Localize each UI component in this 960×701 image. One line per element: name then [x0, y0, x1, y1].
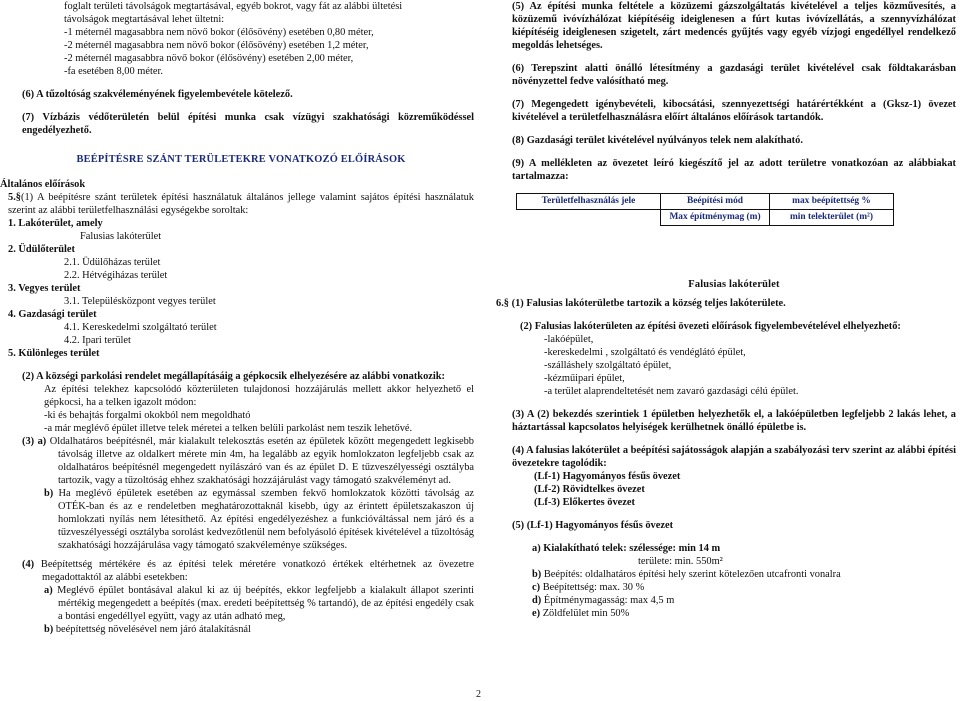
- zone-lf1-title: (5) (Lf-1) Hagyományos fésűs övezet: [512, 520, 674, 531]
- zone-code-table: [516, 193, 894, 226]
- paragraph-2-body: Az építési telekhez kapcsolódó közterületen tulajdonosi hozzájárulás mellett akkor helyezhető el gépkocsi, ha a telken igazolt módon:: [44, 384, 474, 408]
- paragraph-2-lead: (2) A községi parkolási rendelet megállapításáig a gépkocsik elhelyezésére az alábbi vonatkozik:: [22, 371, 446, 382]
- list-item: -kereskedelmi , szolgáltató és vendéglátó épület,: [544, 347, 746, 358]
- left-column: [0, 0, 474, 636]
- intro-line: -2 méternél magasabbra nem növő bokor (élősövény) esetében 1,2 méter,: [64, 40, 369, 51]
- land-use-list: [8, 217, 474, 360]
- intro-line: -1 méternél magasabbra nem növő bokor (élősövény) esetében 0,80 méter,: [64, 27, 374, 38]
- list-item: -szálláshely szolgáltató épület,: [544, 360, 672, 371]
- paragraph-3a: (3) a) Oldalhatáros beépítésnél, már kialakult telekosztás esetén az épületek között megengedett legkisebb távolság illetve az oldalkert mérete min 4m, ha legalább az egyik homlokzaton legfeljebb csak az oldalhatáros beépítésnél megengedett nyílászáró van és az épület D. E tűzveszélyességi osztályba tartozik, vagy a tűzoltóság ehhez szakhatósági hozzájárulást vagy támogató szakvéleményt ad.: [22, 436, 474, 486]
- zone-list: [512, 470, 956, 509]
- general-title: Általános előírások: [0, 179, 86, 190]
- paragraph-4b: b) beépítettség növelésével nem járó átalakításnál: [44, 624, 251, 635]
- list-item: 4.1. Kereskedelmi szolgáltató terület: [64, 322, 217, 333]
- section-heading: BEÉPÍTÉSRE SZÁNT TERÜLETEKRE VONATKOZÓ ELŐÍRÁSOK: [76, 154, 406, 165]
- list-item: (Lf-2) Rövidtelkes övezet: [534, 484, 645, 495]
- right-paragraph-3: (3) A (2) bekezdés szerintiek 1 épületben helyezhetők el, a lakóépületben legfeljebb 2 lakás lehet, a háztartással kapcsolatos helyiségek kerülhetnek önálló épületbe is.: [512, 409, 956, 433]
- paragraph-2-item: -ki és behajtás forgalmi okokból nem megoldható: [44, 410, 251, 421]
- intro-line: -fa esetében 8,00 méter.: [64, 66, 163, 77]
- list-item: 1. Lakóterület, amely: [8, 218, 103, 229]
- list-item: Falusias lakóterület: [80, 231, 162, 242]
- list-item: 3. Vegyes terület: [8, 283, 81, 294]
- table-row: [517, 194, 894, 210]
- paragraph-7: (7) Vízbázis védőterületén belül építési munka csak vízügyi szakhatósági közreműködéssel engedélyezhető.: [22, 112, 474, 136]
- zone-rule-a: a) Kialakítható telek: szélessége: min 14 m: [532, 543, 721, 554]
- right-paragraph-7: (7) Megengedett igénybevételi, kibocsátási, szennyezettségi határértékként a (Gksz-1) övezet kivételével a területfelhasználásra előírt általános előírások tartandók.: [512, 99, 956, 123]
- right-paragraph-4: (4) A falusias lakóterület a beépítési sajátosságok alapján a szabályozási terv szerint az alábbi építési övezetekre tagolódik:: [512, 445, 956, 469]
- zone-rule-c: c) Beépítettség: max. 30 %: [532, 582, 645, 593]
- list-item: -a terület alaprendeltetését nem zavaró gazdasági célú épület.: [544, 386, 799, 397]
- list-item: 4. Gazdasági terület: [8, 309, 97, 320]
- paragraph-4a: a) Meglévő épület bontásával alakul ki az új beépítés, ekkor legfeljebb a kialakult állapot szerinti mértékig megengedett a beépítés (max. eredeti beépítettség % tartandó), de az építési engedély csak a bontási engedéllyel együtt, vagy az után adható meg,: [44, 585, 474, 622]
- list-item: -lakóépület,: [544, 334, 594, 345]
- list-item: (Lf-3) Előkertes övezet: [534, 497, 635, 508]
- section-6: 6.§ (1) Falusias lakóterületbe tartozik a község teljes lakóterülete.: [496, 298, 786, 309]
- table-cell: min telekterület (m²): [770, 210, 894, 226]
- zone-rule-a-area: területe: min. 550m²: [638, 556, 723, 567]
- right-paragraph-2: (2) Falusias lakóterületen az építési övezeti előírások figyelembevételével elhelyezhető:: [520, 321, 901, 332]
- list-item: 4.2. Ipari terület: [64, 335, 131, 346]
- zone-rule-d: d) Építménymagasság: max 4,5 m: [532, 595, 675, 606]
- intro-line: foglalt területi távolságok megtartásával, egyéb bokrot, vagy fát az alábbi ültetési: [64, 1, 403, 12]
- intro-line: távolságok megtartásával lehet ültetni:: [64, 14, 225, 25]
- list-item: 2.1. Üdülőházas terület: [64, 257, 161, 268]
- list-item: 2. Üdülőterület: [8, 244, 75, 255]
- paragraph-2-item: -a már meglévő épület illetve telek méretei a telken belüli parkolást nem teszik lehetővé.: [44, 423, 413, 434]
- zone-rule-b: b) Beépítés: oldalhatáros építési hely szerint kötelezően utcafronti vonalra: [532, 569, 841, 580]
- list-item: 3.1. Településközpont vegyes terület: [64, 296, 216, 307]
- permitted-buildings-list: [512, 333, 956, 398]
- zone-rule-e: e) Zöldfelület min 50%: [532, 608, 630, 619]
- list-item: 2.2. Hétvégiházas terület: [64, 270, 168, 281]
- subsection-title: Falusias lakóterület: [688, 279, 780, 290]
- table-cell: Max építménymag (m): [661, 210, 770, 226]
- right-column: [496, 0, 956, 620]
- right-paragraph-8: (8) Gazdasági terület kivételével nyúlványos telek nem alakítható.: [512, 135, 803, 146]
- list-item: (Lf-1) Hagyományos fésűs övezet: [534, 471, 681, 482]
- table-cell: Területfelhasználás jele: [517, 194, 661, 210]
- intro-line: -2 méternél magasabbra növő bokor (élősövény) esetében 2,00 méter,: [64, 53, 354, 64]
- paragraph-3b: b) Ha meglévő épületek esetében az egymással szemben fekvő homlokzatok közötti távolság az OTÉK-ban és az e rendeletben meghatározottaknál kisebb, úgy az érintett épületszakaszon új homlokzati nyílás nem létesíthető. Az építési engedélyezéshez a funkcióváltással nem járó és a tűzveszélyességi osztályba sorolást kedvezőtlenül nem befolyásoló építések kivételével a tűzoltóság szakhatósági hozzájárulása vagy támogató szakvéleménye szükséges.: [44, 488, 474, 551]
- table-cell: max beépítettség %: [770, 194, 894, 210]
- paragraph-4: (4) Beépítettség mértékére és az építési telek méretére vonatkozó értékek eltérhetnek az övezetre megadottaktól az alábbi esetekben:: [22, 559, 474, 583]
- table-cell: Beépítési mód: [661, 194, 770, 210]
- table-row: [517, 210, 894, 226]
- table-cell-empty: [517, 210, 661, 226]
- right-paragraph-6: (6) Terepszint alatti önálló létesítmény a gazdasági terület kivételével csak földtakarásban növényzettel fedve valósítható meg.: [512, 63, 956, 87]
- right-paragraph-9: (9) A mellékleten az övezetet leíró kiegészítő jel az adott területre vonatkozóan az alábbiakat tartalmazza:: [512, 158, 956, 182]
- paragraph-6: (6) A tűzoltóság szakvéleményének figyelembevétele kötelező.: [22, 89, 293, 100]
- intro-lines: [8, 0, 474, 78]
- section-5: [8, 191, 474, 217]
- section-5-text: (1) A beépítésre szánt területek építési használatuk általános jellege valamint sajátos építési használatuk szerint az alábbi területfelhasználási egységekbe soroltak:: [8, 192, 474, 216]
- page-number: 2: [476, 689, 481, 700]
- list-item: 5. Különleges terület: [8, 348, 100, 359]
- right-paragraph-5: (5) Az építési munka feltétele a közüzemi gázszolgáltatás kivételével a teljes közművesítés, a közüzemű ivóvízhálózat kiépítéséig ideiglenesen a fúrt kutas ivóvízellátás, a szennyvízhálózat kiépítéséig ideiglenesen szigetelt, zárt medencés gyűjtés vagy egyéb vízjogi engedéllyel rendelkező megoldás lehetséges.: [512, 1, 956, 51]
- section-5-number: 5.§: [8, 192, 21, 203]
- list-item: -kézműipari épület,: [544, 373, 625, 384]
